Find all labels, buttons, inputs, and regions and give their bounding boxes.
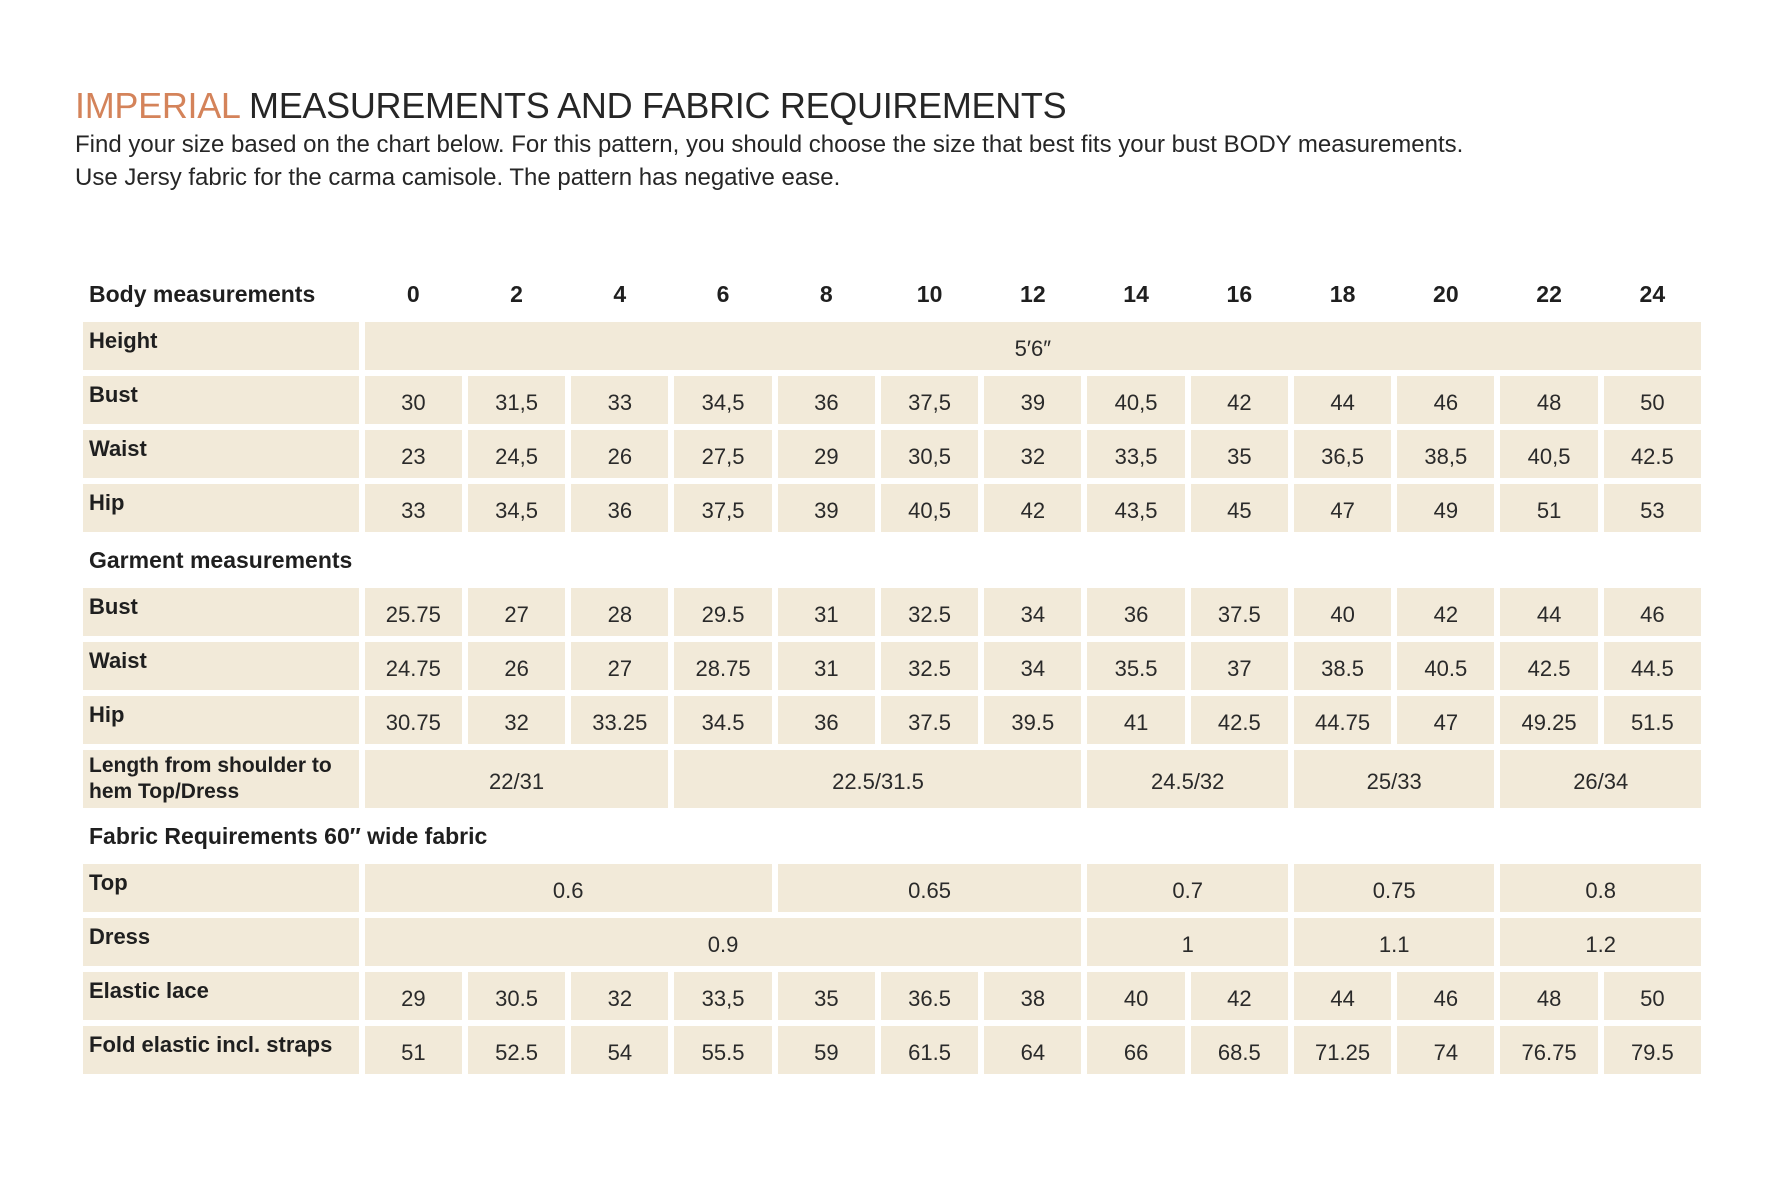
section-header-row xyxy=(83,814,1701,858)
table-cell: 37.5 xyxy=(1191,588,1288,636)
intro-line-1: Find your size based on the chart below. For this pattern, you should choose the size that best fits your bust BODY measurements. xyxy=(75,131,1464,158)
page-title xyxy=(75,84,1066,128)
table-cell: 28 xyxy=(571,588,668,636)
table-cell: 33 xyxy=(571,376,668,424)
table-cell: 24.5/32 xyxy=(1087,750,1288,808)
table-cell: 23 xyxy=(365,430,462,478)
table-cell: 71.25 xyxy=(1294,1026,1391,1074)
table-cell: 46 xyxy=(1397,376,1494,424)
table-cell: 38,5 xyxy=(1397,430,1494,478)
table-cell: 34 xyxy=(984,642,1081,690)
table-cell: 34.5 xyxy=(674,696,771,744)
table-cell: 34,5 xyxy=(468,484,565,532)
table-cell: 50 xyxy=(1604,972,1701,1020)
table-row xyxy=(83,1026,1701,1074)
table-cell: 28.75 xyxy=(674,642,771,690)
row-label: Hip xyxy=(83,484,359,532)
table-cell: 79.5 xyxy=(1604,1026,1701,1074)
table-cell: 68.5 xyxy=(1191,1026,1288,1074)
row-label: Dress xyxy=(83,918,359,966)
table-cell: 0.65 xyxy=(778,864,1082,912)
table-cell: 42.5 xyxy=(1500,642,1597,690)
table-cell: 38 xyxy=(984,972,1081,1020)
table-cell: 48 xyxy=(1500,376,1597,424)
table-cell: 44.5 xyxy=(1604,642,1701,690)
row-label: Waist xyxy=(83,642,359,690)
table-cell: 36 xyxy=(571,484,668,532)
size-column-header: 8 xyxy=(819,280,833,307)
table-cell: 44.75 xyxy=(1294,696,1391,744)
table-cell: 36 xyxy=(1087,588,1184,636)
table-row xyxy=(83,918,1701,966)
row-label: Height xyxy=(83,322,359,370)
table-cell: 37 xyxy=(1191,642,1288,690)
section-header-row xyxy=(83,272,1701,316)
table-cell: 33,5 xyxy=(674,972,771,1020)
table-cell: 42 xyxy=(1191,376,1288,424)
table-cell: 5′6″ xyxy=(365,322,1701,370)
size-column-header: 22 xyxy=(1536,280,1562,307)
table-cell: 59 xyxy=(778,1026,875,1074)
table-cell: 74 xyxy=(1397,1026,1494,1074)
table-cell: 50 xyxy=(1604,376,1701,424)
table-cell: 39.5 xyxy=(984,696,1081,744)
size-column-header: 24 xyxy=(1639,280,1666,307)
table-cell: 22/31 xyxy=(365,750,669,808)
table-cell: 37.5 xyxy=(881,696,978,744)
table-cell: 26 xyxy=(468,642,565,690)
table-cell: 52.5 xyxy=(468,1026,565,1074)
table-cell: 25/33 xyxy=(1294,750,1495,808)
row-label: Top xyxy=(83,864,359,912)
size-column-header: 6 xyxy=(716,280,730,307)
size-column-header: 10 xyxy=(916,280,943,307)
table-cell: 31,5 xyxy=(468,376,565,424)
size-column-header: 18 xyxy=(1329,280,1356,307)
row-label: Fold elastic incl. straps xyxy=(83,1026,359,1074)
size-column-header: 0 xyxy=(406,280,420,307)
table-cell: 40 xyxy=(1087,972,1184,1020)
table-cell: 40,5 xyxy=(1087,376,1184,424)
table-cell: 32.5 xyxy=(881,642,978,690)
row-label: Bust xyxy=(83,376,359,424)
table-cell: 51 xyxy=(365,1026,462,1074)
size-column-header: 20 xyxy=(1433,280,1459,307)
table-cell: 0.9 xyxy=(365,918,1082,966)
table-cell: 40,5 xyxy=(1500,430,1597,478)
title-rest: MEASUREMENTS AND FABRIC REQUIREMENTS xyxy=(249,85,1067,126)
table-row xyxy=(83,642,1701,690)
table-cell: 32 xyxy=(468,696,565,744)
table-cell: 26 xyxy=(571,430,668,478)
table-cell: 29.5 xyxy=(674,588,771,636)
table-cell: 40 xyxy=(1294,588,1391,636)
table-cell: 64 xyxy=(984,1026,1081,1074)
table-cell: 51.5 xyxy=(1604,696,1701,744)
title-accent: IMPERIAL xyxy=(75,85,240,126)
table-cell: 34 xyxy=(984,588,1081,636)
table-cell: 22.5/31.5 xyxy=(674,750,1081,808)
size-chart-body xyxy=(83,272,1701,1074)
table-cell: 54 xyxy=(571,1026,668,1074)
table-cell: 1 xyxy=(1087,918,1288,966)
table-cell: 42 xyxy=(984,484,1081,532)
table-cell: 39 xyxy=(984,376,1081,424)
table-cell: 61.5 xyxy=(881,1026,978,1074)
table-cell: 33 xyxy=(365,484,462,532)
table-cell: 44 xyxy=(1500,588,1597,636)
table-cell: 27 xyxy=(571,642,668,690)
table-row xyxy=(83,484,1701,532)
size-column-header: 12 xyxy=(1020,280,1046,307)
size-chart-table xyxy=(77,266,1707,1080)
row-label: Bust xyxy=(83,588,359,636)
table-cell: 44 xyxy=(1294,972,1391,1020)
table-cell: 24.75 xyxy=(365,642,462,690)
table-cell: 49.25 xyxy=(1500,696,1597,744)
size-column-header: 14 xyxy=(1123,280,1149,307)
row-label: Length from shoulder to hem Top/Dress xyxy=(83,750,359,808)
size-column-header: 2 xyxy=(510,280,523,307)
table-cell: 0.7 xyxy=(1087,864,1288,912)
table-row xyxy=(83,696,1701,744)
table-cell: 27,5 xyxy=(674,430,771,478)
table-cell: 30.75 xyxy=(365,696,462,744)
table-cell: 30.5 xyxy=(468,972,565,1020)
table-cell: 35 xyxy=(1191,430,1288,478)
table-cell: 55.5 xyxy=(674,1026,771,1074)
table-cell: 36,5 xyxy=(1294,430,1391,478)
table-cell: 51 xyxy=(1500,484,1597,532)
table-cell: 37,5 xyxy=(674,484,771,532)
table-cell: 26/34 xyxy=(1500,750,1701,808)
table-cell: 24,5 xyxy=(468,430,565,478)
table-row xyxy=(83,376,1701,424)
table-row xyxy=(83,972,1701,1020)
intro-line-2: Use Jersy fabric for the carma camisole. The pattern has negative ease. xyxy=(75,164,841,191)
intro-text xyxy=(75,128,1735,194)
table-cell: 35 xyxy=(778,972,875,1020)
table-cell: 25.75 xyxy=(365,588,462,636)
table-row xyxy=(83,430,1701,478)
table-cell: 32 xyxy=(571,972,668,1020)
table-cell: 30 xyxy=(365,376,462,424)
table-cell: 45 xyxy=(1191,484,1288,532)
table-cell: 47 xyxy=(1397,696,1494,744)
table-cell: 40.5 xyxy=(1397,642,1494,690)
table-cell: 30,5 xyxy=(881,430,978,478)
table-cell: 47 xyxy=(1294,484,1391,532)
table-cell: 44 xyxy=(1294,376,1391,424)
table-cell: 36 xyxy=(778,696,875,744)
table-cell: 36 xyxy=(778,376,875,424)
section-header: Body measurements xyxy=(89,280,316,307)
table-cell: 1.1 xyxy=(1294,918,1495,966)
table-row xyxy=(83,322,1701,370)
table-cell: 42.5 xyxy=(1604,430,1701,478)
size-column-header: 16 xyxy=(1226,280,1253,307)
table-cell: 46 xyxy=(1397,972,1494,1020)
row-label: Waist xyxy=(83,430,359,478)
table-cell: 37,5 xyxy=(881,376,978,424)
table-cell: 33.25 xyxy=(571,696,668,744)
table-cell: 42.5 xyxy=(1191,696,1288,744)
table-cell: 49 xyxy=(1397,484,1494,532)
table-cell: 48 xyxy=(1500,972,1597,1020)
table-cell: 40,5 xyxy=(881,484,978,532)
row-label: Elastic lace xyxy=(83,972,359,1020)
table-cell: 38.5 xyxy=(1294,642,1391,690)
table-cell: 46 xyxy=(1604,588,1701,636)
table-cell: 53 xyxy=(1604,484,1701,532)
table-cell: 43,5 xyxy=(1087,484,1184,532)
table-cell: 33,5 xyxy=(1087,430,1184,478)
table-cell: 0.8 xyxy=(1500,864,1701,912)
table-cell: 29 xyxy=(778,430,875,478)
table-cell: 66 xyxy=(1087,1026,1184,1074)
table-cell: 36.5 xyxy=(881,972,978,1020)
size-column-header: 4 xyxy=(613,280,627,307)
table-cell: 34,5 xyxy=(674,376,771,424)
table-cell: 0.6 xyxy=(365,864,772,912)
table-cell: 0.75 xyxy=(1294,864,1495,912)
table-cell: 29 xyxy=(365,972,462,1020)
table-cell: 32.5 xyxy=(881,588,978,636)
section-header: Fabric Requirements 60″ wide fabric xyxy=(89,822,488,849)
table-cell: 39 xyxy=(778,484,875,532)
table-row xyxy=(83,750,1701,808)
table-cell: 41 xyxy=(1087,696,1184,744)
section-header-row xyxy=(83,538,1701,582)
section-header: Garment measurements xyxy=(89,546,353,573)
table-cell: 27 xyxy=(468,588,565,636)
row-label: Hip xyxy=(83,696,359,744)
table-cell: 1.2 xyxy=(1500,918,1701,966)
table-cell: 76.75 xyxy=(1500,1026,1597,1074)
table-row xyxy=(83,864,1701,912)
table-cell: 35.5 xyxy=(1087,642,1184,690)
table-row xyxy=(83,588,1701,636)
table-cell: 42 xyxy=(1397,588,1494,636)
table-cell: 31 xyxy=(778,642,875,690)
table-cell: 31 xyxy=(778,588,875,636)
table-cell: 42 xyxy=(1191,972,1288,1020)
table-cell: 32 xyxy=(984,430,1081,478)
